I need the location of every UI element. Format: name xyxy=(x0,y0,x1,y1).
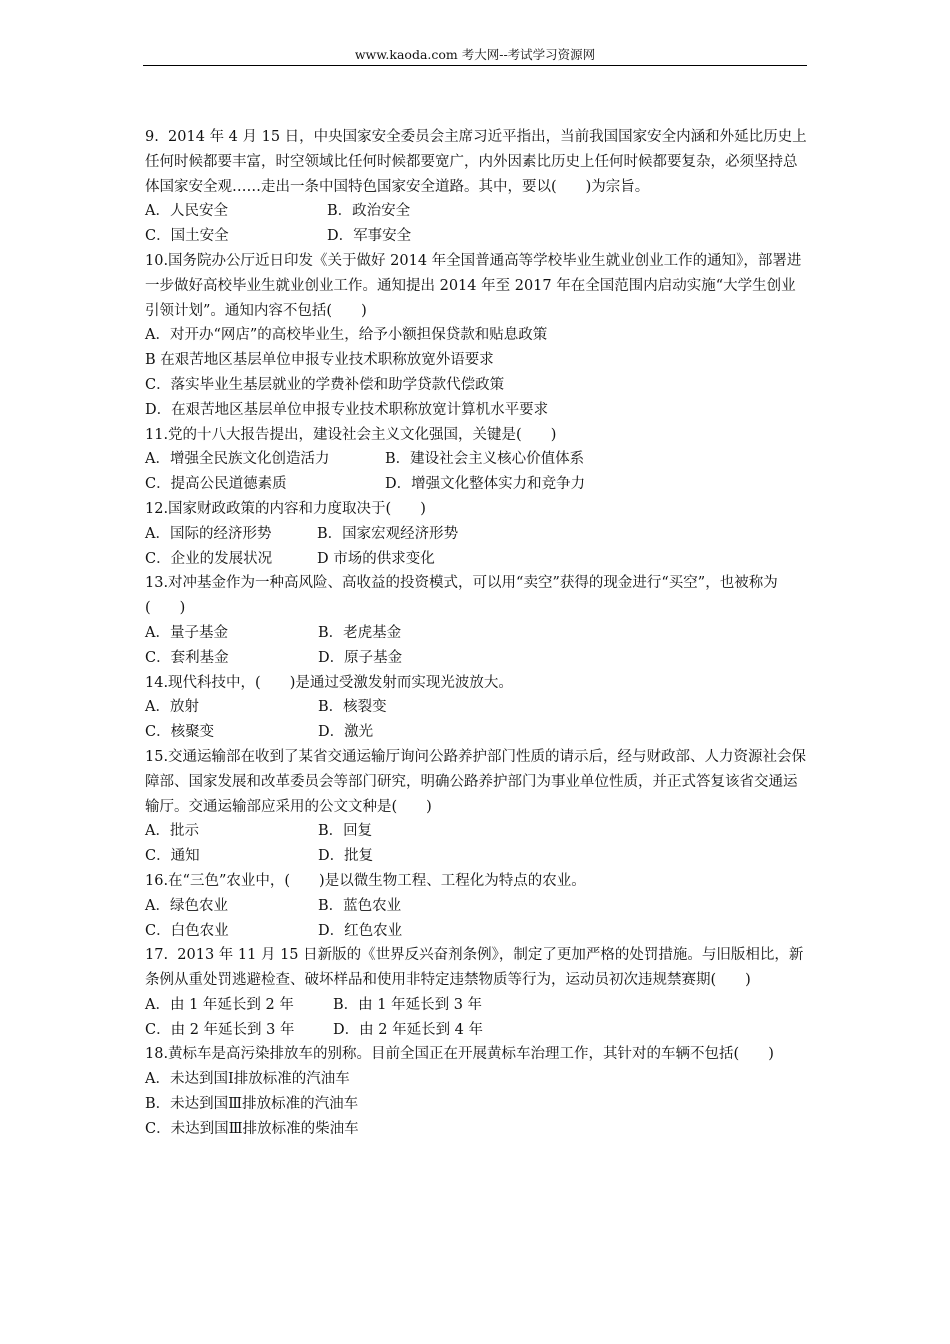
option-row xyxy=(145,522,807,547)
question-stem: 17. 2013 年 11 月 15 日新版的《世界反兴奋剂条例》，制定了更加严格的处罚措施。与旧版相比，新条例从重处罚逃避检查、破坏样品和使用非特定违禁物质等行为，运动员初次违规禁赛期( ) xyxy=(145,947,804,989)
question-stem: 13.对冲基金作为一种高风险、高收益的投资模式，可以用“卖空”获得的现金进行“买空”，也被称为( ) xyxy=(145,575,778,617)
question-9 xyxy=(145,125,807,249)
option-a: A．量子基金 xyxy=(145,624,228,641)
option-row xyxy=(145,472,807,497)
option-b: B．回复 xyxy=(318,823,373,840)
option-d: D．批复 xyxy=(318,848,374,865)
option-a: A．放射 xyxy=(145,699,199,716)
option-b: B．建设社会主义核心价值体系 xyxy=(385,451,585,468)
option-a: A．批示 xyxy=(145,823,199,840)
option-a: A．增强全民族文化创造活力 xyxy=(145,451,330,468)
option-a: A．未达到国Ⅰ排放标准的汽油车 xyxy=(145,1071,350,1088)
question-stem: 9. 2014 年 4 月 15 日，中央国家安全委员会主席习近平指出，当前我国国家安全内涵和外延比历史上任何时候都要丰富，时空领域比任何时候都要宽广，内外因素比历史上任何时候都要复杂，必须坚持总体国家安全观……走出一条中国特色国家安全道路。其中，要以( )为宗旨。 xyxy=(145,129,807,195)
question-stem: 16.在“三色”农业中，( )是以微生物工程、工程化为特点的农业。 xyxy=(145,872,586,889)
option-c: C．通知 xyxy=(145,848,200,865)
question-stem: 15.交通运输部在收到了某省交通运输厅询问公路养护部门性质的请示后，经与财政部、人力资源社会保障部、国家发展和改革委员会等部门研究，明确公路养护部门为事业单位性质，并正式答复该省交通运输厅。交通运输部应采用的公文文种是( ) xyxy=(145,748,807,815)
option-d: D．在艰苦地区基层单位申报专业技术职称放宽计算机水平要求 xyxy=(145,401,549,418)
option-row xyxy=(145,224,807,249)
option-d: D．由 2 年延长到 4 年 xyxy=(333,1021,484,1038)
option-a: A．人民安全 xyxy=(145,203,228,220)
option-c: C．企业的发展状况 xyxy=(145,550,273,567)
question-stem: 12.国家财政政策的内容和力度取决于( ) xyxy=(145,500,426,517)
question-17 xyxy=(145,943,807,1042)
header-rule xyxy=(143,65,807,66)
option-d: D．红色农业 xyxy=(318,922,403,939)
question-stem: 10.国务院办公厅近日印发《关于做好 2014 年全国普通高等学校毕业生就业创业工作的通知》，部署进一步做好高校毕业生就业创业工作。通知提出 2014 年至 2017 年在全国范围内启动实施“大学生创业引领计划”。通知内容不包括( ) xyxy=(145,252,802,319)
option-b: B．政治安全 xyxy=(327,203,411,220)
option-row xyxy=(145,1018,807,1043)
option-row xyxy=(145,695,807,720)
option-row xyxy=(145,844,807,869)
option-d: D．增强文化整体实力和竞争力 xyxy=(385,476,586,493)
question-14 xyxy=(145,671,807,745)
option-row xyxy=(145,993,807,1018)
option-d: D．军事安全 xyxy=(327,228,412,245)
option-b: B．核裂变 xyxy=(318,699,387,716)
option-b: B 在艰苦地区基层单位申报专业技术职称放宽外语要求 xyxy=(145,352,494,369)
question-12 xyxy=(145,497,807,571)
option-c: C．未达到国Ⅲ排放标准的柴油车 xyxy=(145,1120,359,1137)
option-c: C．核聚变 xyxy=(145,724,215,741)
option-a: A．由 1 年延长到 2 年 xyxy=(145,996,294,1013)
option-row xyxy=(145,919,807,944)
option-b: B．国家宏观经济形势 xyxy=(317,525,459,542)
option-b: B．老虎基金 xyxy=(318,624,402,641)
option-b: B．蓝色农业 xyxy=(318,897,402,914)
option-a: A．对开办“网店”的高校毕业生，给予小额担保贷款和贴息政策 xyxy=(145,327,548,344)
option-c: C．提高公民道德素质 xyxy=(145,476,287,493)
question-stem: 11.党的十八大报告提出，建设社会主义文化强国，关键是( ) xyxy=(145,426,557,443)
option-d: D．原子基金 xyxy=(318,649,403,666)
question-15 xyxy=(145,745,807,869)
option-row xyxy=(145,621,807,646)
option-c: C．落实毕业生基层就业的学费补偿和助学贷款代偿政策 xyxy=(145,376,505,393)
option-c: C．套利基金 xyxy=(145,649,229,666)
option-row xyxy=(145,447,807,472)
option-a: A．国际的经济形势 xyxy=(145,525,272,542)
option-a: A．绿色农业 xyxy=(145,897,228,914)
option-row xyxy=(145,720,807,745)
question-11 xyxy=(145,423,807,497)
option-row xyxy=(145,646,807,671)
question-stem: 18.黄标车是高污染排放车的别称。目前全国正在开展黄标车治理工作，其针对的车辆不包括( ) xyxy=(145,1046,774,1063)
question-16 xyxy=(145,869,807,943)
question-13 xyxy=(145,571,807,670)
option-row xyxy=(145,819,807,844)
question-list xyxy=(145,125,807,1142)
option-d: D 市场的供求变化 xyxy=(317,550,435,567)
question-10 xyxy=(145,249,807,423)
option-c: C．白色农业 xyxy=(145,922,229,939)
option-row xyxy=(145,547,807,572)
question-stem: 14.现代科技中，( )是通过受激发射而实现光波放大。 xyxy=(145,674,513,691)
option-row xyxy=(145,199,807,224)
option-d: D．激光 xyxy=(318,724,374,741)
option-b: B．由 1 年延长到 3 年 xyxy=(333,996,483,1013)
page-header: www.kaoda.com 考大网--考试学习资源网 xyxy=(354,47,596,62)
option-row xyxy=(145,894,807,919)
option-b: B．未达到国Ⅲ排放标准的汽油车 xyxy=(145,1096,359,1113)
option-c: C．由 2 年延长到 3 年 xyxy=(145,1021,295,1038)
option-c: C．国土安全 xyxy=(145,228,229,245)
question-18 xyxy=(145,1042,807,1141)
